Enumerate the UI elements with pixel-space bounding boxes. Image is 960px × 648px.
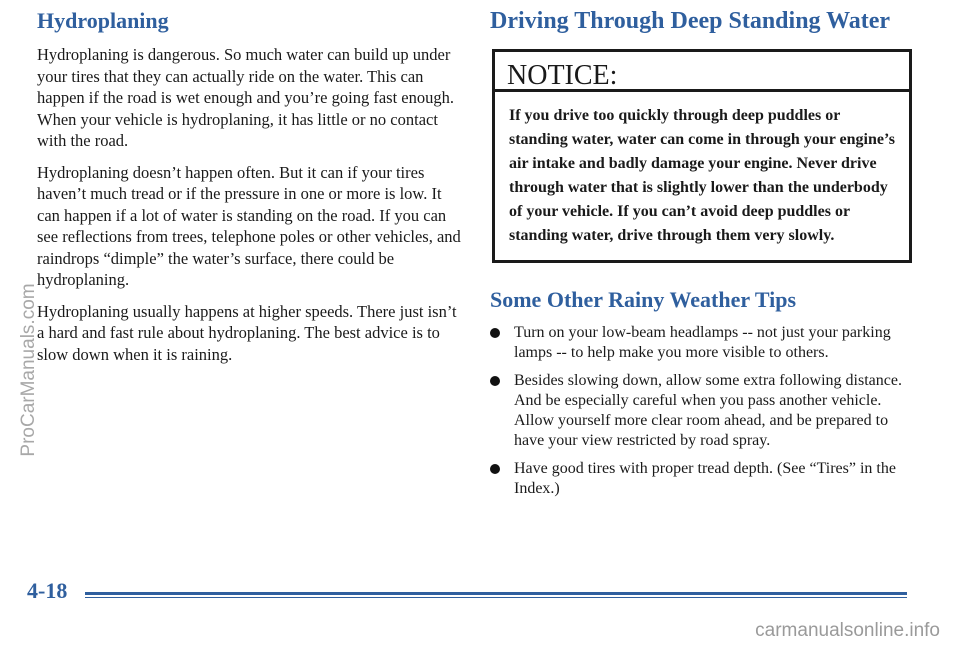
- side-watermark: [14, 205, 44, 535]
- watermark-text: ProCarManuals.com: [18, 283, 39, 457]
- notice-box: [492, 49, 912, 263]
- notice-title: NOTICE:: [495, 52, 909, 92]
- bullet-icon: [490, 464, 500, 474]
- paragraph: Hydroplaning doesn’t happen often. But it can if your tires haven’t much tread or if the pressure in one or more is low. It can happen if a lot of water is standing on the road. If you can see reflections from trees, telephone poles or other vehicles, and raindrops “dimple” the water’s surface, there could be hydroplaning.: [37, 162, 461, 289]
- section-heading-deep-water: Driving Through Deep Standing Water: [490, 8, 891, 34]
- tips-list: [490, 323, 920, 499]
- tip-text: Have good tires with proper tread depth. (See “Tires” in the Index.): [514, 460, 896, 497]
- footer-rule: [85, 592, 907, 595]
- list-item: [490, 459, 920, 499]
- tip-text: Turn on your low-beam headlamps -- not just your parking lamps -- to help make you more visible to others.: [514, 324, 891, 361]
- section-heading-hydroplaning: Hydroplaning: [37, 8, 169, 33]
- left-column: [37, 8, 462, 375]
- paragraph: Hydroplaning is dangerous. So much water can build up under your tires that they can actually ride on the water. This can happen if the road is wet enough and you’re going fast enough. When your vehicle is hydroplaning, it has little or no contact with the road.: [37, 45, 454, 150]
- tip-text: Besides slowing down, allow some extra following distance. And be especially careful when you pass another vehicle. Allow yourself more clear room ahead, and be prepared to have your view restricted by road spray.: [514, 372, 902, 449]
- bullet-icon: [490, 328, 500, 338]
- paragraph: Hydroplaning usually happens at higher speeds. There just isn’t a hard and fast rule about hydroplaning. The best advice is to slow down when it is raining.: [37, 301, 457, 364]
- page-number: 4-18: [27, 578, 68, 603]
- section-heading-rainy-tips: Some Other Rainy Weather Tips: [490, 287, 797, 312]
- right-column: [490, 8, 920, 507]
- list-item: [490, 323, 920, 363]
- footer-rule-thin: [85, 597, 907, 598]
- page-footer: [27, 578, 907, 602]
- bottom-watermark: carmanualsonline.info: [755, 620, 940, 641]
- bullet-icon: [490, 376, 500, 386]
- list-item: [490, 371, 920, 451]
- notice-text: If you drive too quickly through deep puddles or standing water, water can come in through your engine’s air intake and badly damage your engine. Never drive through water that is slightly lower than the underbody of your vehicle. If you can’t avoid deep puddles or standing water, drive through them very slowly.: [509, 107, 895, 244]
